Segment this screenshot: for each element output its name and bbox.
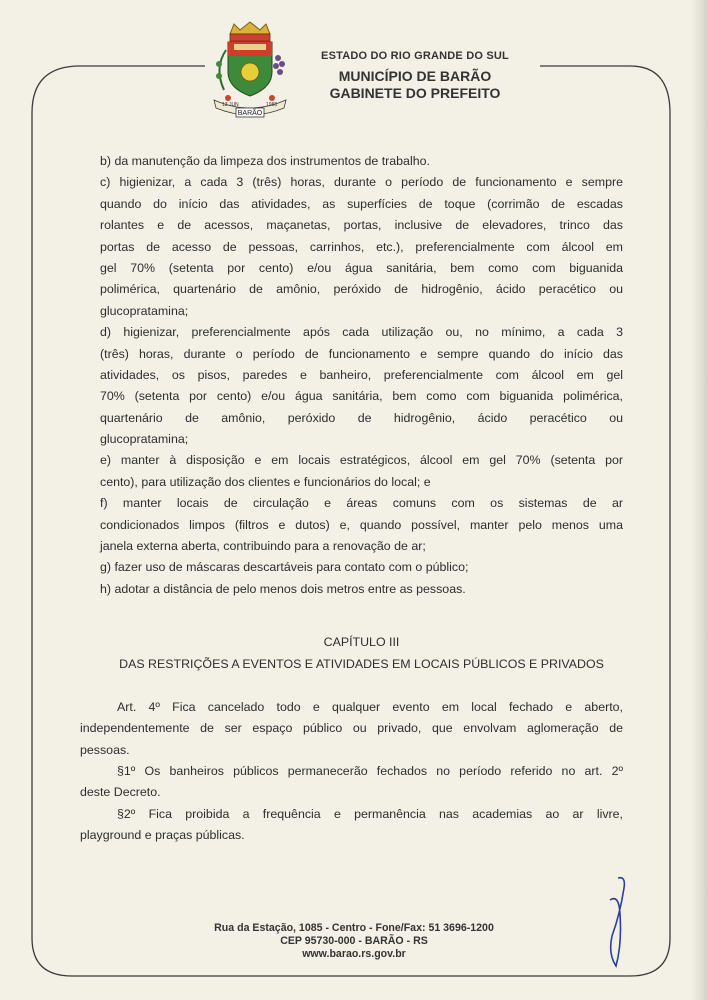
- text-line: glucopratamina;: [100, 303, 189, 318]
- text-line: d) higienizar, preferencialmente após cada utilização ou, no mínimo, a cada 3: [100, 325, 623, 340]
- office-name: GABINETE DO PREFEITO: [329, 85, 501, 101]
- document-body: [80, 143, 623, 847]
- text-line: e) manter à disposição e em locais estratégicos, álcool em gel 70% (setenta por: [100, 453, 623, 468]
- letterhead-footer: [0, 922, 708, 961]
- item-g: [100, 557, 623, 578]
- text-line: gel 70% (setenta por cento) e/ou água sanitária, bem como com biguanida: [100, 260, 623, 275]
- crest-date-left: 13 JUN: [222, 102, 239, 108]
- footer-website: www.barao.rs.gov.br: [302, 948, 406, 960]
- text-line: g) fazer uso de máscaras descartáveis para contato com o público;: [100, 560, 469, 575]
- chapter-subtitle: DAS RESTRIÇÕES A EVENTOS E ATIVIDADES EM LOCAIS PÚBLICOS E PRIVADOS: [119, 656, 604, 671]
- text-line: atividades, os pisos, paredes e banheiro, preferencialmente com álcool em gel: [100, 367, 623, 382]
- text-line: independentemente de ser espaço público ou privado, que envolvam aglomeração de: [80, 721, 623, 736]
- paragraph-2: [80, 804, 623, 847]
- text-line: h) adotar a distância de pelo menos dois metros entre as pessoas.: [100, 581, 466, 596]
- text-line: c) higienizar, a cada 3 (três) horas, durante o período de funcionamento e sempre: [100, 175, 623, 190]
- item-h: [100, 579, 623, 600]
- text-line: quartenário de amônio, peróxido de hidrogênio, ácido peracético ou: [100, 410, 623, 425]
- text-line: pessoas.: [80, 742, 130, 757]
- text-line: quando do início das atividades, as superfícies de toque (corrimão de escadas: [100, 196, 623, 211]
- paragraph-1: [80, 761, 623, 804]
- municipality-name: MUNICÍPIO DE BARÃO: [338, 68, 492, 84]
- scanned-page-edge: [690, 0, 708, 1000]
- text-line: b) da manutenção da limpeza dos instrumentos de trabalho.: [100, 154, 430, 168]
- item-d: [100, 322, 623, 450]
- footer-address: Rua da Estação, 1085 - Centro - Fone/Fax: 51 3696-1200: [214, 922, 494, 934]
- text-line: Art. 4º Fica cancelado todo e qualquer evento em local fechado e aberto,: [117, 699, 623, 714]
- item-c: [100, 172, 623, 322]
- text-line: §1º Os banheiros públicos permanecerão fechados no período referido no art. 2º: [117, 763, 623, 778]
- item-f: [100, 493, 623, 557]
- text-line: (três) horas, durante o período de funcionamento e sempre quando do início das: [100, 346, 623, 361]
- text-line: deste Decreto.: [80, 785, 161, 800]
- text-line: playground e praças públicas.: [80, 828, 245, 843]
- text-line: cento), para utilização dos clientes e funcionários do local; e: [100, 474, 431, 489]
- footer-cep: CEP 95730-000 - BARÃO - RS: [280, 935, 428, 947]
- crest-banner-text: BARÃO: [237, 110, 263, 117]
- chapter-title: CAPÍTULO III: [323, 634, 400, 649]
- text-line: portas de acesso de pessoas, carrinhos, etc.), preferencialmente com álcool em: [100, 239, 623, 254]
- municipal-crest-icon: [208, 20, 292, 120]
- text-line: condicionados limpos (filtros e dutos) e, quando possível, manter pelo menos uma: [100, 517, 623, 532]
- text-line: f) manter locais de circulação e áreas comuns com os sistemas de ar: [100, 496, 623, 511]
- letterhead-text: [300, 50, 530, 101]
- text-line: §2º Fica proibida a frequência e permanência nas academias ao ar livre,: [117, 806, 623, 821]
- item-e: [100, 450, 623, 493]
- state-name: ESTADO DO RIO GRANDE DO SUL: [321, 50, 509, 62]
- item-b: [100, 151, 623, 172]
- letterhead: [0, 0, 708, 120]
- article-4: [80, 697, 623, 761]
- text-line: janela externa aberta, contribuindo para a renovação de ar;: [100, 539, 426, 554]
- text-line: rolantes e de acessos, maçanetas, portas, inclusive de elevadores, trinco das: [100, 218, 623, 233]
- text-line: glucopratamina;: [100, 432, 189, 447]
- text-line: polimérica, quartenário de amônio, peróxido de hidrogênio, ácido peracético ou: [100, 282, 623, 297]
- text-line: 70% (setenta por cento) e/ou água sanitária, bem como com biguanida polimérica,: [100, 389, 623, 404]
- crest-year: 1988: [266, 102, 278, 108]
